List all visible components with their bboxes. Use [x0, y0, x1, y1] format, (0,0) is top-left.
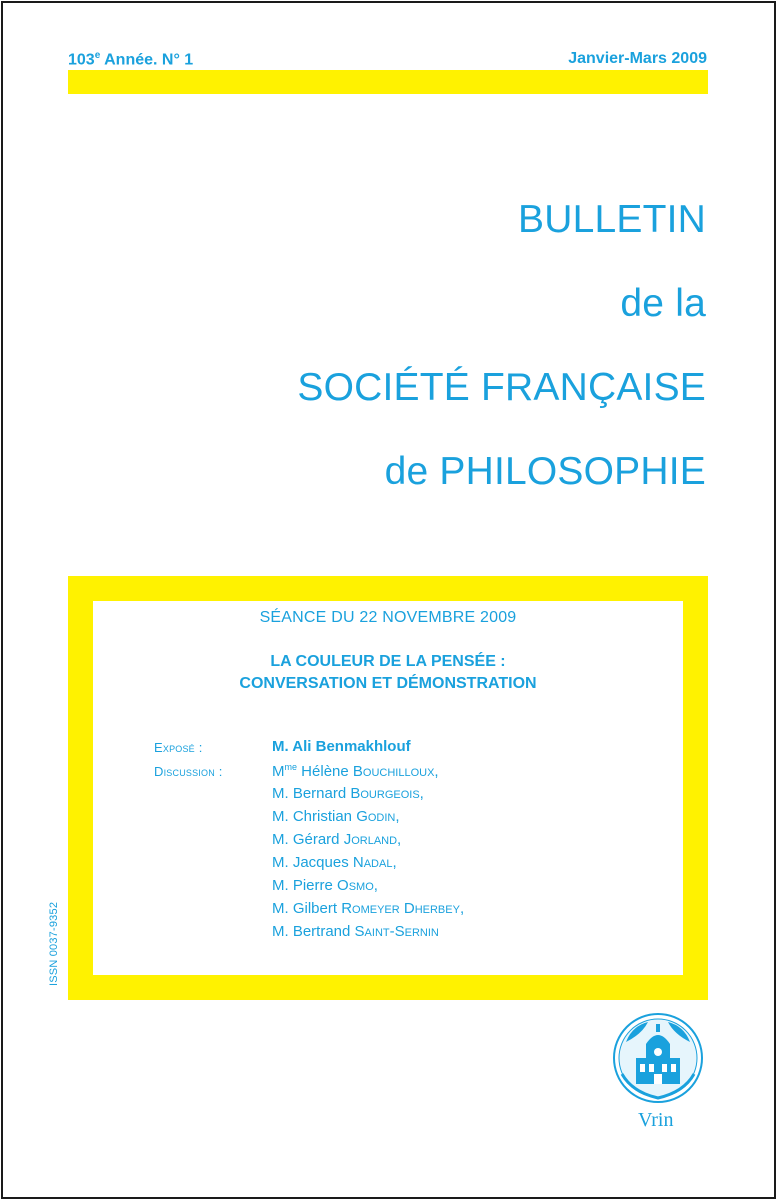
- discussion-label: Discussion :: [154, 764, 223, 779]
- issn-number: ISSN 0037-9352: [48, 901, 60, 986]
- discussant-item: M. Gilbert Romeyer Dherbey,: [272, 900, 465, 917]
- discussant-item: M. Pierre Osmo,: [272, 877, 378, 894]
- title-line-4: de PHILOSOPHIE: [384, 450, 706, 493]
- session-heading: SÉANCE DU 22 NOVEMBRE 2009: [259, 609, 517, 626]
- issue-date: Janvier-Mars 2009: [568, 50, 707, 67]
- issn-container: [48, 901, 62, 1066]
- topic-line-1: LA COULEUR DE LA PENSÉE :: [270, 653, 506, 670]
- topic-line-2: CONVERSATION ET DÉMONSTRATION: [239, 675, 537, 692]
- discussant-item: M. Christian Godin,: [272, 808, 400, 825]
- title-line-3: SOCIÉTÉ FRANÇAISE: [297, 366, 706, 409]
- expose-label: Exposé :: [154, 740, 203, 755]
- top-yellow-bar: [68, 70, 708, 94]
- discussant-item: M. Gérard Jorland,: [272, 831, 402, 848]
- publisher-seal-icon: [612, 1012, 704, 1104]
- title-line-2: de la: [620, 282, 706, 325]
- discussant-item: M. Bernard Bourgeois,: [272, 785, 424, 802]
- discussant-item: $M^{me}$ Hélène Bouchilloux,: [272, 762, 439, 780]
- issue-number: 103e Année. N° 1: [68, 50, 194, 69]
- title-line-1: BULLETIN: [518, 198, 706, 241]
- discussant-item: M. Bertrand Saint-Sernin: [272, 923, 439, 940]
- publisher-name: Vrin: [638, 1109, 674, 1131]
- expose-speaker: M. Ali Benmakhlouf: [272, 738, 411, 755]
- session-panel: [93, 601, 683, 975]
- discussant-item: M. Jacques Nadal,: [272, 854, 397, 871]
